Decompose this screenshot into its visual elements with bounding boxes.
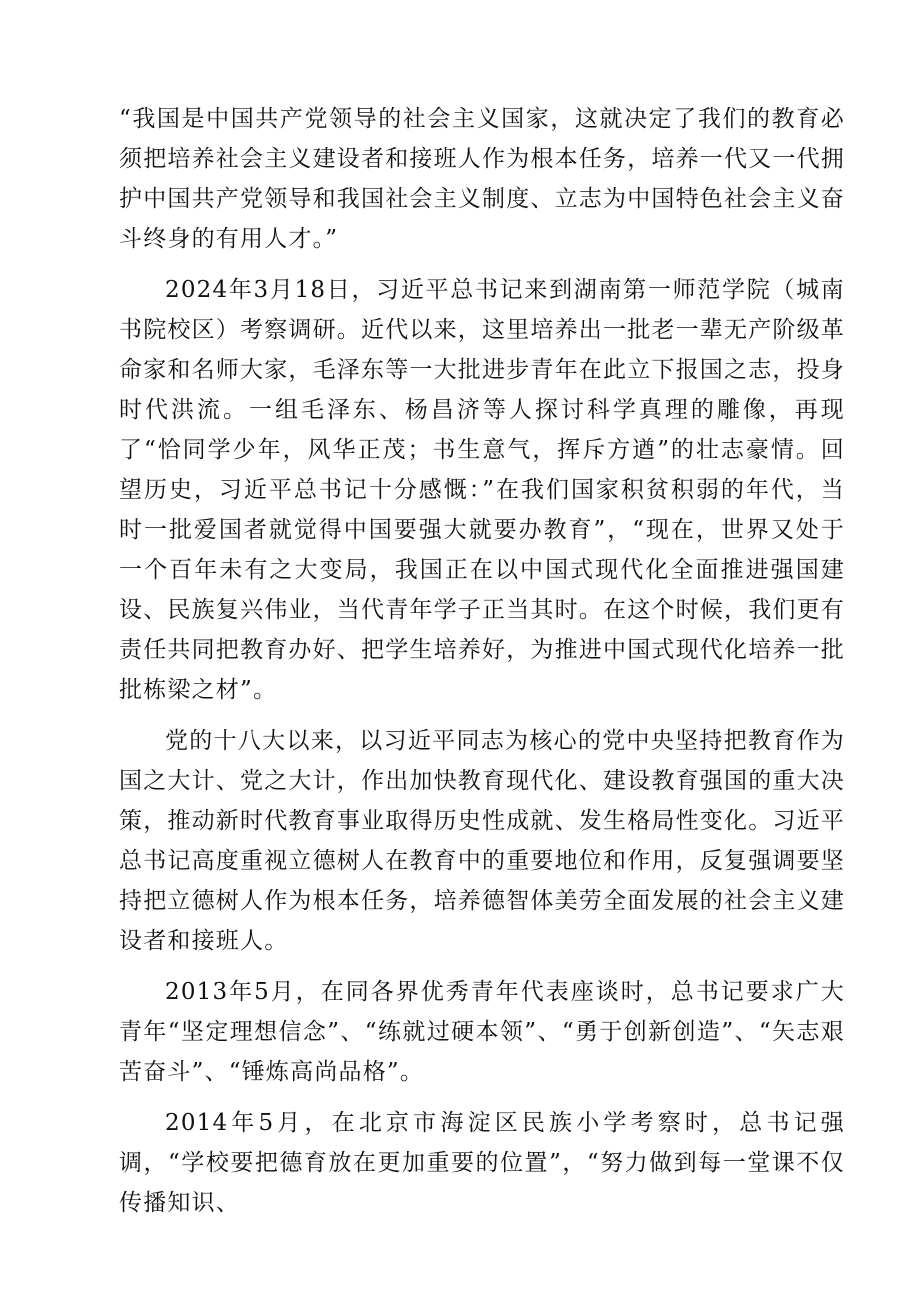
document-body bbox=[119, 99, 845, 1234]
paragraph-2014: 2014年5月，在北京市海淀区民族小学考察时，总书记强调，“学校要把德育放在更加重要的位置”，“努力做到每一堂课不仅传播知识、 bbox=[119, 1110, 845, 1216]
paragraph-2013: 2013年5月，在同各界优秀青年代表座谈时，总书记要求广大青年“坚定理想信念”、“练就过硬本领”、“勇于创新创造”、“矢志艰苦奋斗”、“锤炼高尚品格”。 bbox=[119, 979, 845, 1085]
paragraph-2024-visit: 2024年3月18日，习近平总书记来到湖南第一师范学院（城南书院校区）考察调研。近代以来，这里培养出一批老一辈无产阶级革命家和名师大家，毛泽东等一大批进步青年在此立下报国之志，投身时代洪流。一组毛泽东、杨昌济等人探讨科学真理的雕像，再现了“恰同学少年，风华正茂；书生意气，挥斥方遒”的壮志豪情。回望历史，习近平总书记十分感慨：”在我们国家积贫积弱的年代，当时一批爱国者就觉得中国要强大就要办教育”，“现在，世界又处于一个百年未有之大变局，我国正在以中国式现代化全面推进强国建设、民族复兴伟业，当代青年学子正当其时。在这个时候，我们更有责任共同把教育办好、把学生培养好，为推进中国式现代化培养一批批栋梁之材”。 bbox=[119, 277, 845, 703]
paragraph-quote: “我国是中国共产党领导的社会主义国家，这就决定了我们的教育必须把培养社会主义建设者和接班人作为根本任务，培养一代又一代拥护中国共产党领导和我国社会主义制度、立志为中国特色社会主义奋斗终身的有用人才。” bbox=[119, 106, 845, 252]
paragraph-18th-congress: 党的十八大以来，以习近平同志为核心的党中央坚持把教育作为国之大计、党之大计，作出加快教育现代化、建设教育强国的重大决策，推动新时代教育事业取得历史性成就、发生格局性变化。习近平总书记高度重视立德树人在教育中的重要地位和作用，反复强调要坚持把立德树人作为根本任务，培养德智体美劳全面发展的社会主义建设者和接班人。 bbox=[119, 728, 845, 954]
